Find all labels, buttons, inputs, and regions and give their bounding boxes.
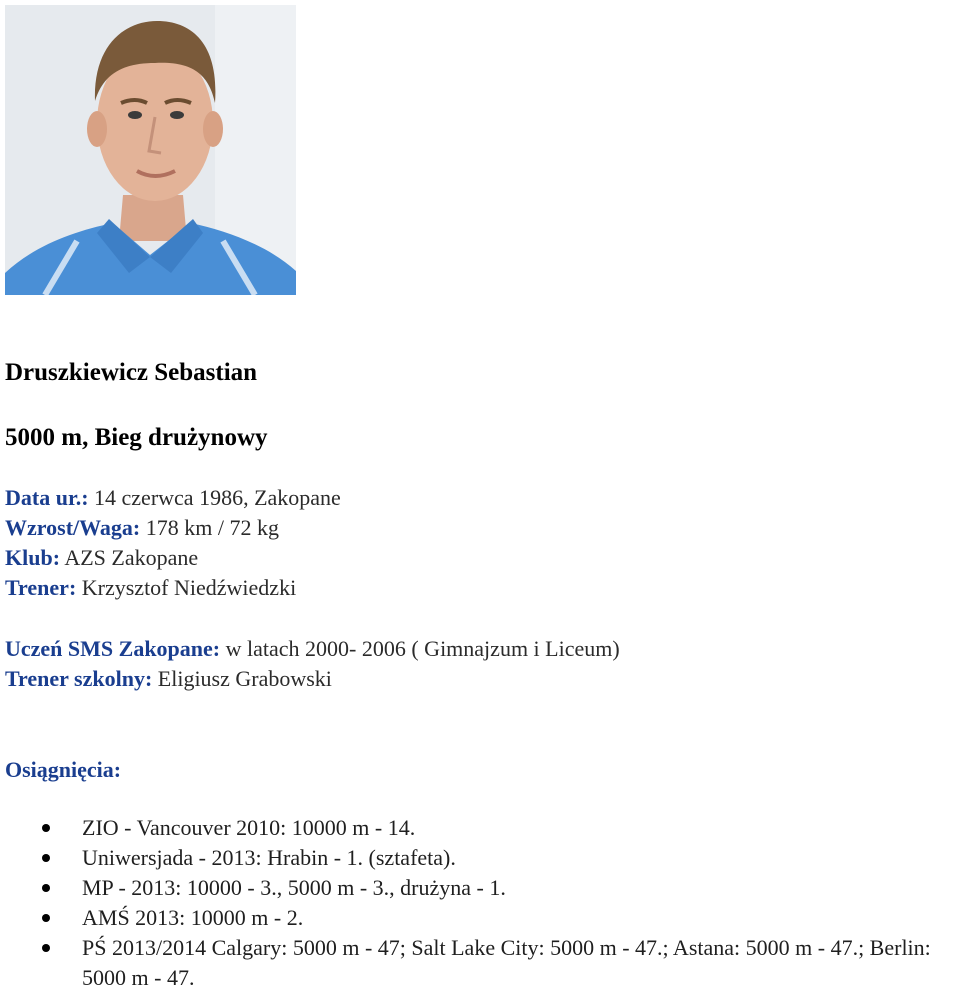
coach-row [5, 573, 341, 603]
athlete-portrait [5, 5, 296, 295]
list-item [40, 903, 958, 933]
school-info [5, 634, 620, 694]
achievements-list [40, 813, 958, 993]
birth-date-label: Data ur.: [5, 485, 89, 510]
list-item [40, 873, 958, 903]
achievement-text: AMŚ 2013: 10000 m - 2. [82, 905, 304, 930]
achievement-text: Uniwersjada - 2013: Hrabin - 1. (sztafeta). [82, 845, 456, 870]
school-label: Uczeń SMS Zakopane: [5, 636, 221, 661]
birth-date-value: 14 czerwca 1986, Zakopane [88, 485, 341, 510]
list-item [40, 933, 958, 993]
height-weight-row [5, 513, 341, 543]
bullet-icon [42, 824, 50, 832]
school-coach-label: Trener szkolny: [5, 666, 153, 691]
athlete-events: 5000 m, Bieg drużynowy [5, 424, 268, 451]
athlete-photo [5, 5, 296, 295]
bullet-icon [42, 914, 50, 922]
height-weight-label: Wzrost/Waga: [5, 515, 141, 540]
school-row [5, 634, 620, 664]
club-row [5, 543, 341, 573]
bullet-icon [42, 854, 50, 862]
list-item [40, 843, 958, 873]
school-coach-value: Eligiusz Grabowski [152, 666, 332, 691]
achievements-heading: Osiągnięcia: [5, 757, 122, 782]
list-item [40, 813, 958, 843]
club-label: Klub: [5, 545, 61, 570]
birth-date-row [5, 483, 341, 513]
achievement-text: ZIO - Vancouver 2010: 10000 m - 14. [82, 815, 416, 840]
coach-value: Krzysztof Niedźwiedzki [76, 575, 297, 600]
height-weight-value: 178 km / 72 kg [140, 515, 279, 540]
school-coach-row [5, 664, 620, 694]
bullet-icon [42, 944, 50, 952]
athlete-name: Druszkiewicz Sebastian [5, 359, 258, 386]
school-value: w latach 2000- 2006 ( Gimnajzum i Liceum) [220, 636, 620, 661]
achievement-text: PŚ 2013/2014 Calgary: 5000 m - 47; Salt Lake City: 5000 m - 47.; Astana: 5000 m - 47.; Berlin: 5000 m - 47. [82, 935, 931, 990]
achievement-text: MP - 2013: 10000 - 3., 5000 m - 3., drużyna - 1. [82, 875, 506, 900]
athlete-facts [5, 483, 341, 603]
club-value: AZS Zakopane [60, 545, 199, 570]
bullet-icon [42, 884, 50, 892]
coach-label: Trener: [5, 575, 77, 600]
